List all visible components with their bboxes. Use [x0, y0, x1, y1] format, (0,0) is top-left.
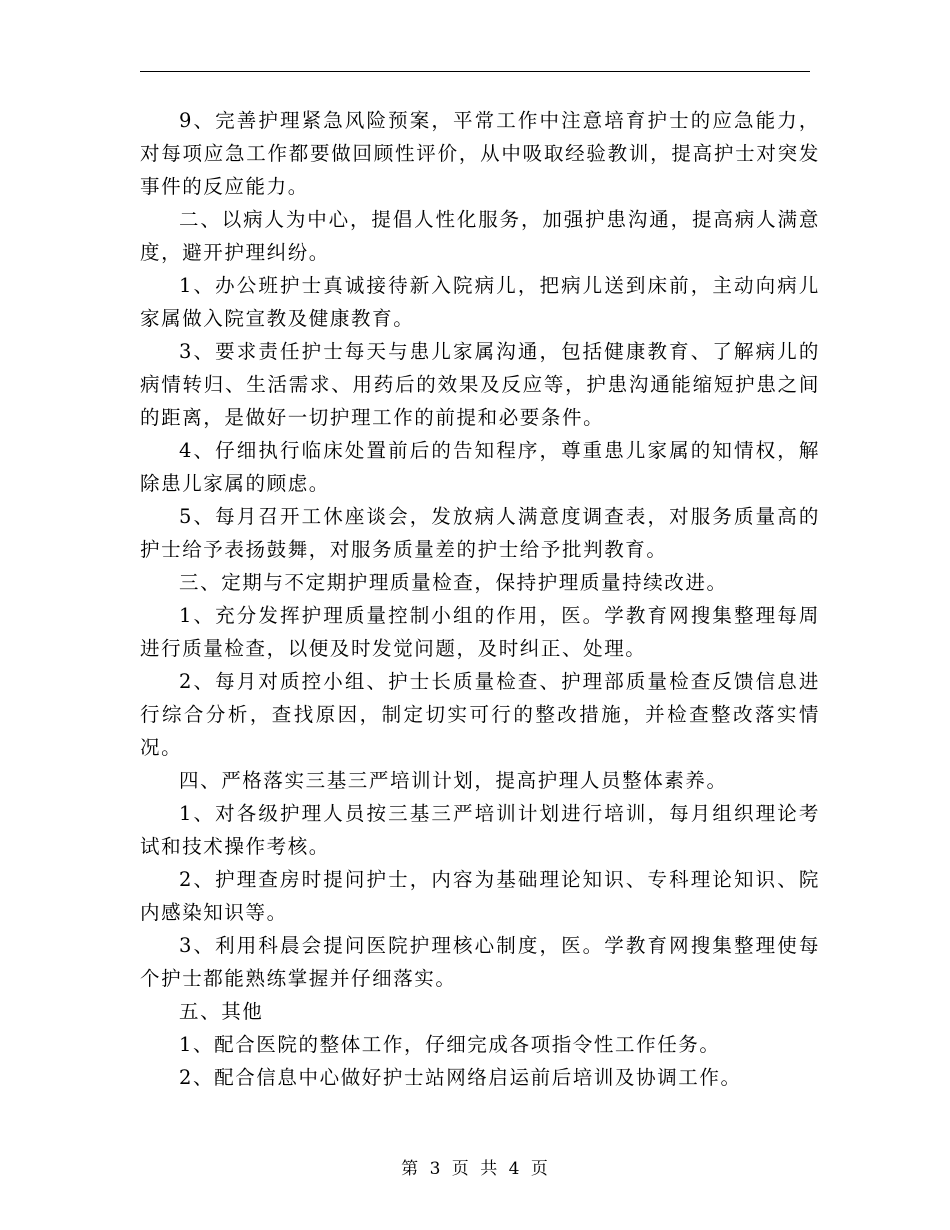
paragraph: 3、要求责任护士每天与患儿家属沟通，包括健康教育、了解病儿的病情转归、生活需求、用药后的效果及反应等，护患沟通能缩短护患之间的距离，是做好一切护理工作的前提和必要条件。 — [140, 340, 820, 429]
paragraph: 9、完善护理紧急风险预案，平常工作中注意培育护士的应急能力，对每项应急工作都要做回顾性评价，从中吸取经验教训，提高护士对突发事件的反应能力。 — [140, 109, 820, 198]
paragraph: 1、充分发挥护理质量控制小组的作用，医。学教育网搜集整理每周进行质量检查，以便及时发觉问题，及时纠正、处理。 — [140, 604, 820, 660]
paragraph: 4、仔细执行临床处置前后的告知程序，尊重患儿家属的知情权，解除患儿家属的顾虑。 — [140, 439, 820, 495]
page-number: 第 3 页 共 4 页 — [401, 1159, 549, 1179]
paragraph: 2、配合信息中心做好护士站网络启运前后培训及协调工作。 — [179, 1066, 742, 1089]
section-heading: 二、以病人为中心，提倡人性化服务，加强护患沟通，提高病人满意度，避开护理纠纷。 — [140, 208, 820, 264]
paragraph: 3、利用科晨会提问医院护理核心制度，医。学教育网搜集整理使每个护士都能熟练掌握并仔细落实。 — [140, 934, 820, 990]
paragraph: 1、办公班护士真诚接待新入院病儿，把病儿送到床前，主动向病儿家属做入院宣教及健康教育。 — [140, 274, 820, 330]
paragraph: 1、对各级护理人员按三基三严培训计划进行培训，每月组织理论考试和技术操作考核。 — [140, 802, 820, 858]
section-heading: 五、其他 — [179, 1000, 264, 1023]
document-body — [140, 104, 820, 1094]
paragraph: 5、每月召开工休座谈会，发放病人满意度调查表，对服务质量高的护士给予表扬鼓舞，对服务质量差的护士给予批判教育。 — [140, 505, 820, 561]
section-heading: 三、定期与不定期护理质量检查，保持护理质量持续改进。 — [179, 571, 728, 594]
paragraph: 2、每月对质控小组、护士长质量检查、护理部质量检查反馈信息进行综合分析，查找原因，制定切实可行的整改措施，并检查整改落实情况。 — [140, 670, 820, 759]
paragraph: 1、配合医院的整体工作，仔细完成各项指令性工作任务。 — [179, 1033, 721, 1056]
header-rule — [140, 71, 810, 72]
section-heading: 四、严格落实三基三严培训计划，提高护理人员整体素养。 — [179, 769, 728, 792]
paragraph: 2、护理查房时提问护士，内容为基础理论知识、专科理论知识、院内感染知识等。 — [140, 868, 820, 924]
